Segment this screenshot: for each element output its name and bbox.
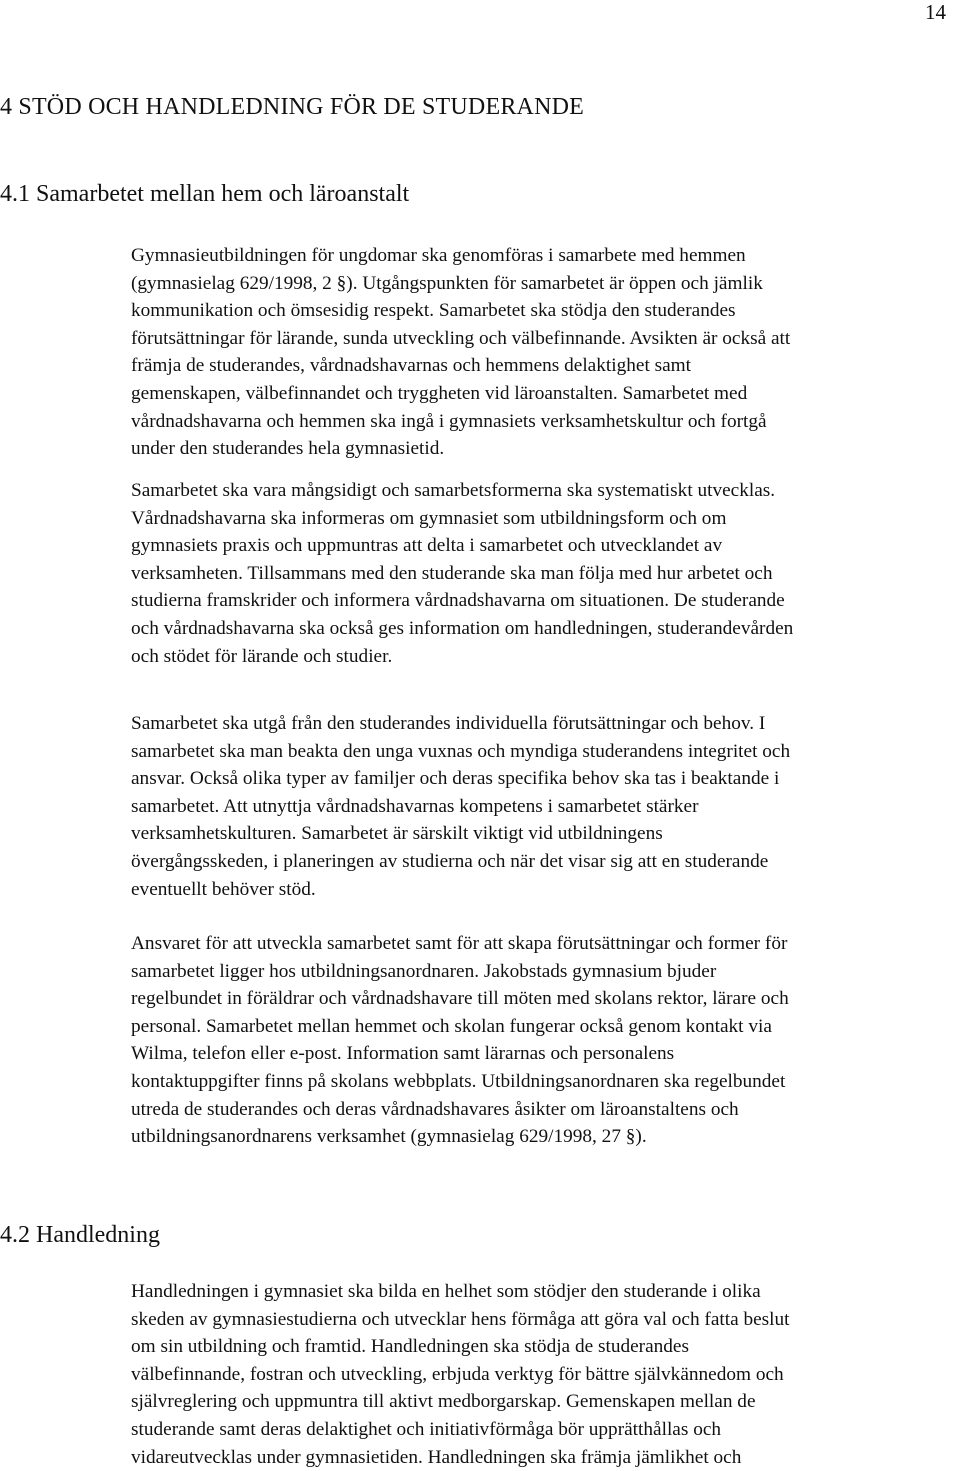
paragraph: Samarbetet ska utgå från den studerandes individuella förutsättningar och behov. I samarbetet ska man beakta den unga vuxnas och myndiga studerandens integritet och ansvar. Också olika typer av familjer och deras specifika behov ska tas i beaktande i samarbetet. Att utnyttja vårdnadshavarnas kompetens i samarbetet stärker verksamhetskulturen. Samarbetet är särskilt viktigt vid utbildningens övergångsskeden, i planeringen av studierna och när det visar sig att en studerande eventuellt behöver stöd. <box>131 713 791 900</box>
paragraph: Samarbetet ska vara mångsidigt och samarbetsformerna ska systematiskt utvecklas. Vårdnadshavarna ska informeras om gymnasiet som utbildningsform och om gymnasiets praxis och uppmuntras att delta i samarbetet och utvecklandet av verksamheten. Tillsammans med den studerande ska man följa med hur arbetet och studierna framskrider och informera vårdnadshavarna om situationen. De studerande och vårdnadshavarna ska också ges information om handledningen, studerandevården och stödet för lärande och studier. <box>131 480 794 667</box>
section-heading-4-1: 4.1 Samarbetet mellan hem och läroanstalt <box>0 181 410 207</box>
chapter-heading: 4 STÖD OCH HANDLEDNING FÖR DE STUDERANDE <box>0 94 584 120</box>
paragraph: Gymnasieutbildningen för ungdomar ska genomföras i samarbete med hemmen (gymnasielag 629/1998, 2 §). Utgångspunkten för samarbetet är öppen och jämlik kommunikation och ömsesidig respekt. Samarbetet ska stödja den studerandes förutsättningar för lärande, sunda utveckling och välbefinnande. Avsikten är också att främja de studerandes, vårdnadshavarnas och hemmens delaktighet samt gemenskapen, välbefinnandet och tryggheten vid läroanstalten. Samarbetet med vårdnadshavarna och hemmen ska ingå i gymnasiets verksamhetskultur och fortgå under den studerandes hela gymnasietid. <box>131 245 791 460</box>
page-number: 14 <box>925 0 946 24</box>
paragraph: Handledningen i gymnasiet ska bilda en helhet som stödjer den studerande i olika skeden av gymnasiestudierna och utvecklar hens förmåga att göra val och fatta beslut om sin utbildning och framtid. Handledningen ska stödja de studerandes välbefinnande, fostran och utveckling, erbjuda verktyg för bättre självkännedom och självreglering och uppmuntra till aktivt medborgarskap. Gemenskapen mellan de studerande samt deras delaktighet och initiativförmåga bör upprätthållas och vidareutvecklas under gymnasietiden. Handledningen ska främja jämlikhet och <box>131 1281 790 1468</box>
paragraph: Ansvaret för att utveckla samarbetet samt för att skapa förutsättningar och former för samarbetet ligger hos utbildningsanordnaren. Jakobstads gymnasium bjuder regelbundet in föräldrar och vårdnadshavare till möten med skolans rektor, lärare och personal. Samarbetet mellan hemmet och skolan fungerar också genom kontakt via Wilma, telefon eller e-post. Information samt lärarnas och personalens kontaktuppgifter finns på skolans webbplats. Utbildningsanordnaren ska regelbundet utreda de studerandes och deras vårdnadshavares åsikter om läroanstaltens och utbildningsanordnarens verksamhet (gymnasielag 629/1998, 27 §). <box>131 933 789 1148</box>
section-heading-4-2: 4.2 Handledning <box>0 1222 160 1248</box>
